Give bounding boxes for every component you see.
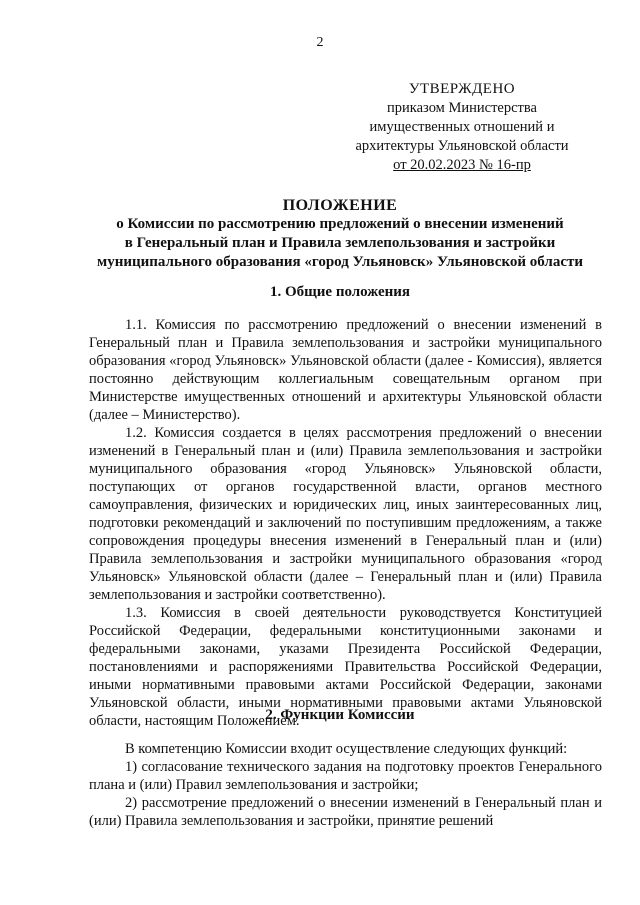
approval-line: имущественных отношений и [369,119,555,135]
document-title-line: муниципального образования «город Ульяновск» Ульяновской области [96,254,583,270]
paragraph: 1.1. Комиссия по рассмотрению предложений о внесении изменений в Генеральный план и Правила землепользования и застройки муниципального образования «город Ульяновск» Ульяновской области (далее - Комиссия), является постоянно действующим коллегиальным совещательным органом при Министерстве имущественных отношений и архитектуры Ульяновской области (далее – Министерство). [89,317,602,423]
approval-line: приказом Министерства [387,100,537,116]
approval-stamp [340,80,584,175]
approval-title: УТВЕРЖДЕНО [408,81,516,97]
section-heading-functions: 2. Функции Комиссии [265,707,415,723]
paragraph: 1.2. Комиссия создается в целях рассмотрения предложений о внесении изменений в Генеральный план и (или) Правила землепользования и застройки муниципального образования «город Ульяновск» Ульяновской области, поступающих от органов государственной власти, органов местного самоуправления, физических и юридических лиц, иных заинтересованных лиц, подготовки рекомендаций и заключений по поступившим предложениям, а также сопровождения процедуры внесения изменений в Генеральный план и (или) Правила землепользования и застройки муниципального образования «город Ульяновск» Ульяновской области (далее – Генеральный план и (или) Правила землепользования и застройки соответственно). [89,425,602,603]
document-title-line: о Комиссии по рассмотрению предложений о внесении изменений [116,216,564,232]
paragraph: В компетенцию Комиссии входит осуществление следующих функций: [125,741,568,757]
section-heading-general: 1. Общие положения [269,284,411,300]
paragraph: 1.3. Комиссия в своей деятельности руководствуется Конституцией Российской Федерации, федеральными конституционными законами и федеральными законами, указами Президента Российской Федерации, постановлениями и распоряжениями Правительства Российской Федерации, иными нормативными правовыми актами Российской Федерации, законами Ульяновской области, иными нормативными правовыми актами Ульяновской области, настоящим Положением. [89,605,602,729]
list-item: 2) рассмотрение предложений о внесении изменений в Генеральный план и (или) Правила землепользования и застройки, принятие решений [89,795,602,829]
document-title-main: ПОЛОЖЕНИЕ [282,197,398,214]
approval-line: архитектуры Ульяновской области [355,138,569,154]
approval-date: от 20.02.2023 № 16-пр [393,157,531,173]
page-number: 2 [316,35,324,50]
section-body-functions [89,740,602,830]
section-body-general [89,316,602,730]
list-item: 1) согласование технического задания на подготовку проектов Генерального плана и (или) Правил землепользования и застройки; [89,759,602,793]
document-title-line: в Генеральный план и Правила землепользования и застройки [124,235,556,251]
document-title [80,196,600,272]
